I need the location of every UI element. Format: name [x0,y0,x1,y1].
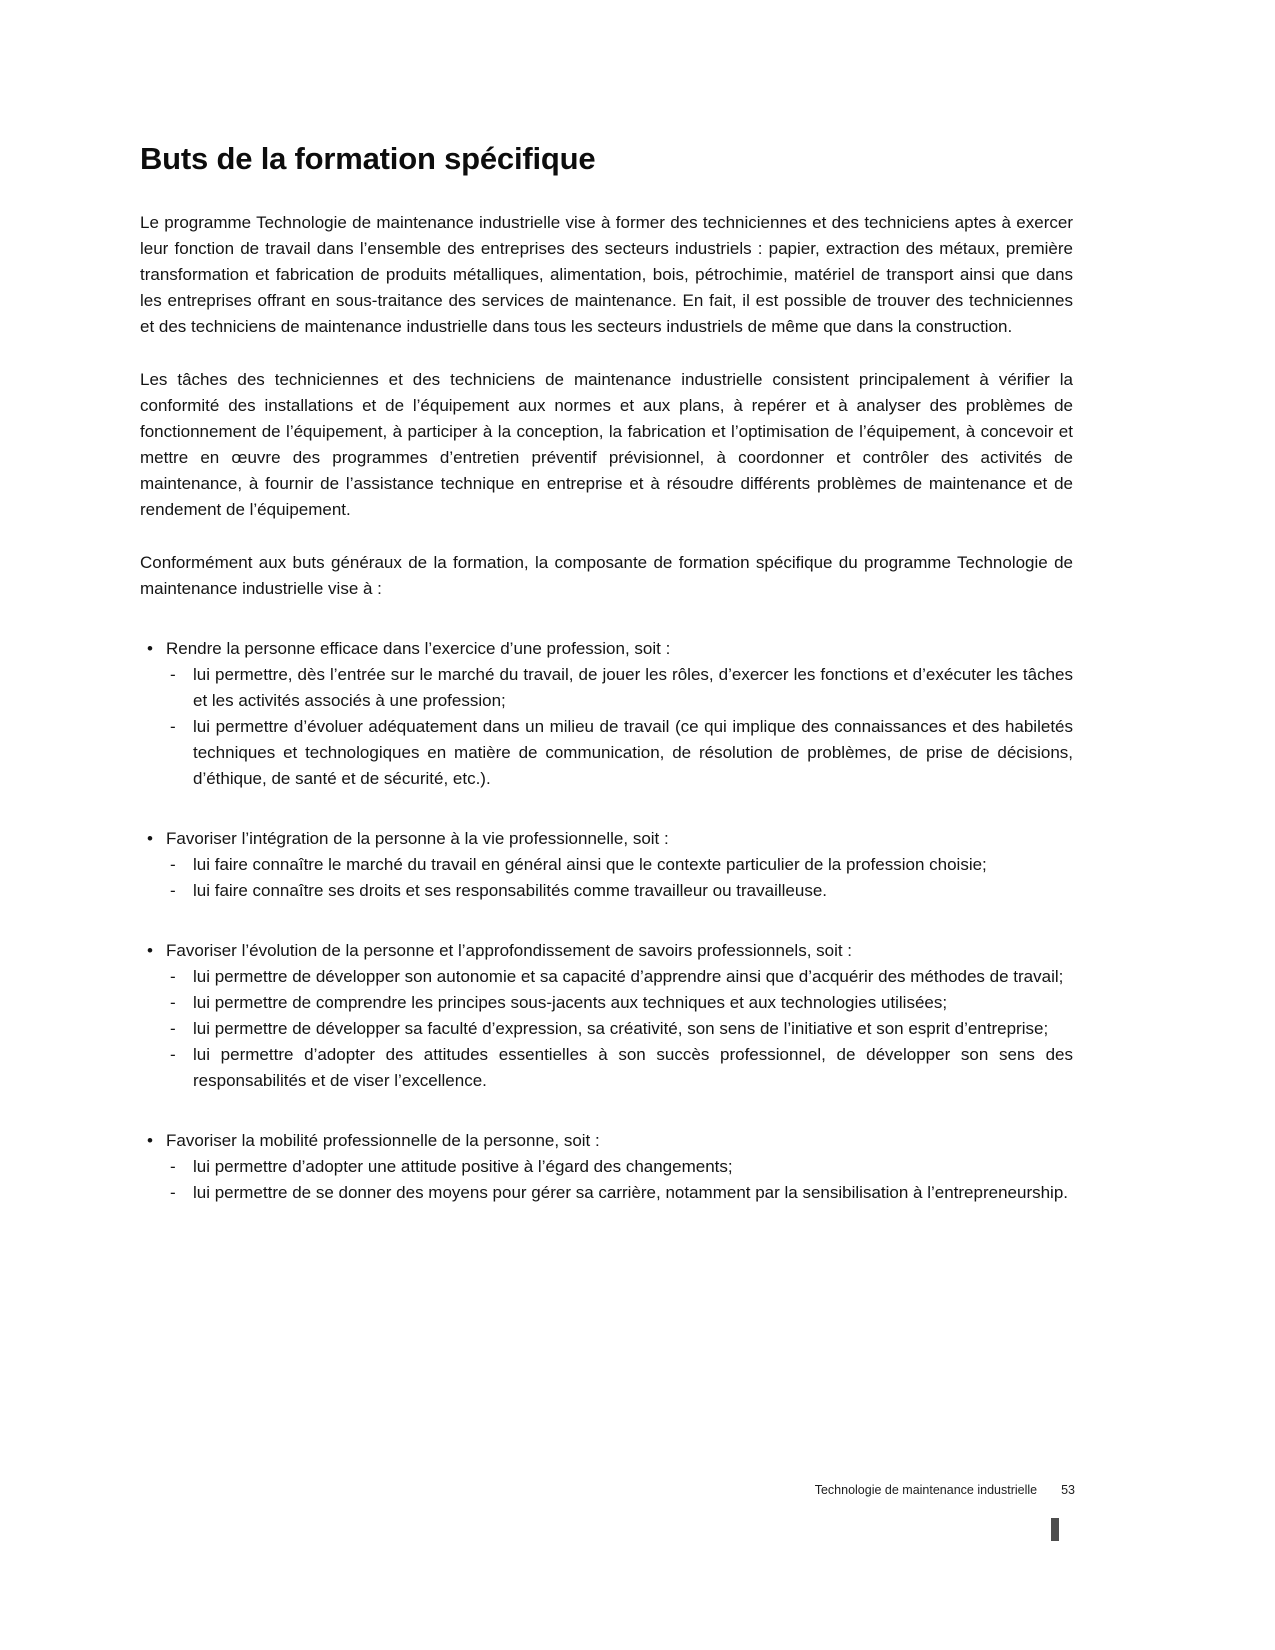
goal-heading [140,826,1073,852]
paragraph-1: Le programme Technologie de maintenance industrielle vise à former des techniciennes et des techniciens aptes à exercer leur fonction de travail dans l’ensemble des entreprises des secteurs industriels : papier, extraction des métaux, première transformation et fabrication de produits métalliques, alimentation, bois, pétrochimie, matériel de transport ainsi que dans les entreprises offrant en sous-traitance des services de maintenance. En fait, il est possible de trouver des techniciennes et des techniciens de maintenance industrielle dans tous les secteurs industriels de même que dans la construction. [140,213,1073,336]
goal-group-3 [140,938,1073,1094]
goal-subitem [140,1180,1073,1206]
binding-mark [1051,1518,1059,1541]
bullet-icon: • [147,1131,153,1150]
goal-label: Favoriser la mobilité professionnelle de la personne, soit : [166,1131,600,1150]
bullet-icon: • [147,639,153,658]
dash-icon: - [170,717,176,736]
goal-label: Rendre la personne efficace dans l’exercice d’une profession, soit : [166,639,671,658]
goal-subitem-text: lui faire connaître ses droits et ses responsabilités comme travailleur ou travailleuse. [193,881,828,900]
goal-subitem [140,1016,1073,1042]
goal-subitem-text: lui permettre d’évoluer adéquatement dans un milieu de travail (ce qui implique des connaissances et des habiletés techniques et technologiques en matière de communication, de résolution de problèmes, de prise de décisions, d’éthique, de santé et de sécurité, etc.). [193,717,1073,788]
goal-group-1 [140,636,1073,792]
document-page [140,0,1073,1206]
dash-icon: - [170,1157,176,1176]
goal-subitem [140,1042,1073,1094]
goal-subitem [140,662,1073,714]
goal-label: Favoriser l’évolution de la personne et l’approfondissement de savoirs professionnels, soit : [166,941,853,960]
goal-subitem [140,852,1073,878]
goal-subitem-text: lui permettre, dès l’entrée sur le marché du travail, de jouer les rôles, d’exercer les fonctions et d’exécuter les tâches et les activités associés à une profession; [193,665,1073,710]
goal-subitem-text: lui permettre d’adopter une attitude positive à l’égard des changements; [193,1157,733,1176]
goal-subitem [140,1154,1073,1180]
bullet-icon: • [147,941,153,960]
goal-subitem [140,964,1073,990]
goal-subitem-text: lui permettre de développer sa faculté d’expression, sa créativité, son sens de l’initiative et son esprit d’entreprise; [193,1019,1049,1038]
page-footer [140,1483,1075,1497]
goal-subitem-text: lui permettre de développer son autonomie et sa capacité d’apprendre ainsi que d’acquérir des méthodes de travail; [193,967,1064,986]
dash-icon: - [170,665,176,684]
dash-icon: - [170,993,176,1012]
page-number: 53 [1061,1483,1075,1497]
goal-subitem [140,990,1073,1016]
dash-icon: - [170,881,176,900]
paragraph-3: Conformément aux buts généraux de la formation, la composante de formation spécifique du programme Technologie de maintenance industrielle vise à : [140,553,1073,598]
dash-icon: - [170,967,176,986]
goal-heading [140,636,1073,662]
goal-subitem [140,878,1073,904]
dash-icon: - [170,1045,176,1064]
dash-icon: - [170,1183,176,1202]
goal-subitem [140,714,1073,792]
goal-heading [140,938,1073,964]
goal-subitem-text: lui faire connaître le marché du travail en général ainsi que le contexte particulier de la profession choisie; [193,855,987,874]
dash-icon: - [170,855,176,874]
footer-running-title: Technologie de maintenance industrielle [814,1483,1038,1497]
goal-group-4 [140,1128,1073,1206]
goal-group-2 [140,826,1073,904]
dash-icon: - [170,1019,176,1038]
goal-subitem-text: lui permettre de se donner des moyens pour gérer sa carrière, notamment par la sensibilisation à l’entrepreneurship. [193,1183,1069,1202]
page-title: Buts de la formation spécifique [140,141,596,176]
goal-subitem-text: lui permettre d’adopter des attitudes essentielles à son succès professionnel, de développer son sens des responsabilités et de viser l’excellence. [193,1045,1073,1090]
paragraph-2: Les tâches des techniciennes et des techniciens de maintenance industrielle consistent principalement à vérifier la conformité des installations et de l’équipement aux normes et aux plans, à repérer et à analyser des problèmes de fonctionnement de l’équipement, à participer à la conception, la fabrication et l’optimisation de l’équipement, à concevoir et mettre en œuvre des programmes d’entretien préventif prévisionnel, à coordonner et contrôler des activités de maintenance, à fournir de l’assistance technique en entreprise et à résoudre différents problèmes de maintenance et de rendement de l’équipement. [140,370,1073,519]
goal-label: Favoriser l’intégration de la personne à la vie professionnelle, soit : [166,829,669,848]
goal-subitem-text: lui permettre de comprendre les principes sous-jacents aux techniques et aux technologies utilisées; [193,993,948,1012]
bullet-icon: • [147,829,153,848]
goal-heading [140,1128,1073,1154]
